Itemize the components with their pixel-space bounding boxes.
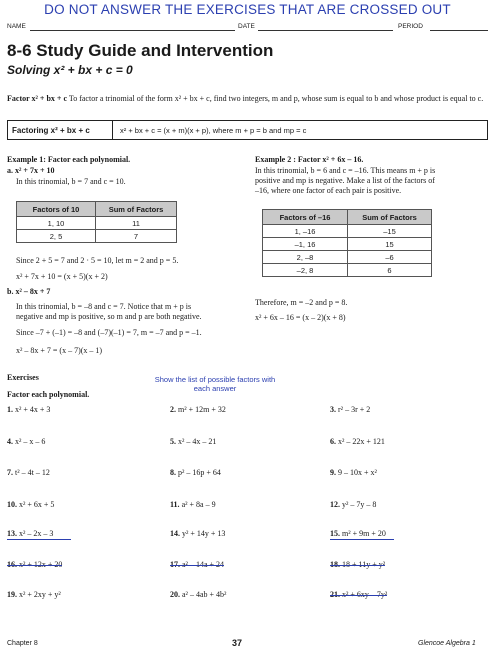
date-line [258, 30, 393, 31]
table-cell: 1, –16 [263, 225, 348, 238]
page-title: 8-6 Study Guide and Intervention [7, 41, 274, 60]
exercise-8: 8. p² – 16p + 64 [170, 468, 221, 477]
example1-b-line1: In this trinomial, b = –8 and c = 7. Notice that m + p is [16, 302, 192, 311]
name-label: NAME [7, 23, 26, 30]
table-row [263, 251, 432, 264]
exercise-17-crossed-out [170, 560, 224, 569]
table-row [263, 238, 432, 251]
table-row [17, 230, 177, 243]
exercise-14: 14. y² + 14y + 13 [170, 529, 226, 538]
example1-part-a: a. x² + 7x + 10 [7, 166, 55, 175]
table-cell: 7 [96, 230, 177, 243]
exercise-4: 4. x² – x – 6 [7, 437, 46, 446]
example2-heading: Example 2 : Factor x² + 6x – 16. [255, 155, 364, 164]
table-row [263, 225, 432, 238]
footer-book-title: Glencoe Algebra 1 [418, 640, 476, 647]
exercise-1: 1. x² + 4x + 3 [7, 405, 51, 414]
strikethrough-mark: 18. 18 + 11y + y² [330, 560, 386, 569]
example1-heading: Example 1: Factor each polynomial. [7, 155, 131, 164]
factoring-rule-box [7, 120, 488, 140]
exercise-9: 9. 9 – 10x + x² [330, 468, 377, 477]
date-label: DATE [238, 23, 255, 30]
table-cell: 2, 5 [17, 230, 96, 243]
exercises-instruction: Factor each polynomial. [7, 390, 90, 399]
exercise-2: 2. m² + 12m + 32 [170, 405, 226, 414]
exercise-3: 3. r² – 3r + 2 [330, 405, 371, 414]
page-subtitle: Solving x² + bx + c = 0 [7, 63, 133, 77]
table-cell: 6 [348, 264, 432, 277]
example2-line1: In this trinomial, b = 6 and c = –16. This means m + p is [255, 166, 436, 175]
exercise-13 [7, 529, 71, 538]
underline-mark: 15. m² + 9m + 20 [330, 529, 394, 540]
period-line [430, 30, 488, 31]
footer-chapter: Chapter 8 [7, 640, 38, 647]
factoring-rule-label: Factoring x² + bx + c [12, 126, 90, 135]
table-header: Sum of Factors [348, 210, 432, 225]
strikethrough-mark: 16. x² + 12x + 20 [7, 560, 63, 569]
example2-line4: Therefore, m = –2 and p = 8. [255, 298, 348, 307]
exercise-10: 10. x² + 6x + 5 [7, 500, 55, 509]
strikethrough-mark: 21. x² + 6xy – 7y² [330, 590, 388, 599]
strikethrough-mark: 17. a² – 14a + 24 [170, 560, 225, 569]
exercise-20: 20. a² – 4ab + 4b² [170, 590, 227, 599]
exercises-heading: Exercises [7, 373, 39, 382]
table-row [17, 217, 177, 230]
example1-b-line2: negative and mp is positive, so m and p are both negative. [16, 312, 202, 321]
exercise-6: 6. x² – 22x + 121 [330, 437, 385, 446]
table-row [263, 264, 432, 277]
table-cell: 1, 10 [17, 217, 96, 230]
exercise-21-crossed-out [330, 590, 387, 599]
example1-factor-table [16, 201, 177, 243]
table-cell: –15 [348, 225, 432, 238]
exercise-7: 7. t² – 4t – 12 [7, 468, 50, 477]
table-cell: 11 [96, 217, 177, 230]
table-cell: –2, 8 [263, 264, 348, 277]
table-cell: 2, –8 [263, 251, 348, 264]
table-header: Factors of –16 [263, 210, 348, 225]
example1-a-line3: x² + 7x + 10 = (x + 5)(x + 2) [16, 272, 108, 281]
example2-factor-table [262, 209, 432, 277]
example2-line2: positive and mp is negative. Make a list of the factors of [255, 176, 435, 185]
exercise-11: 11. a² + 8a – 9 [170, 500, 216, 509]
factoring-rule-divider [112, 121, 113, 139]
exercise-5: 5. x² – 4x – 21 [170, 437, 217, 446]
exercise-12: 12. y² – 7y – 8 [330, 500, 377, 509]
example1-a-line2: Since 2 + 5 = 7 and 2 · 5 = 10, let m = 2 and p = 5. [16, 256, 179, 265]
table-cell: –6 [348, 251, 432, 264]
example1-b-line3: Since –7 + (–1) = –8 and (–7)(–1) = 7, m = –7 and p = –1. [16, 328, 202, 337]
note-line-1: Show the list of possible factors with [154, 375, 276, 384]
exercise-18-crossed-out [330, 560, 385, 569]
handwritten-note [135, 375, 295, 393]
table-header: Factors of 10 [17, 202, 96, 217]
note-line-2: each answer [193, 384, 237, 393]
period-label: PERIOD [398, 23, 423, 30]
table-cell: –1, 16 [263, 238, 348, 251]
example1-a-line1: In this trinomial, b = 7 and c = 10. [16, 177, 126, 186]
example1-b-line4: x² – 8x + 7 = (x – 7)(x – 1) [16, 346, 103, 355]
intro-lead: Factor x² + bx + c [7, 94, 68, 103]
exercise-16-crossed-out [7, 560, 62, 569]
footer-page-number: 37 [232, 638, 243, 648]
underline-mark: 13. x² – 2x – 3 [7, 529, 71, 540]
example2-line5: x² + 6x – 16 = (x – 2)(x + 8) [255, 313, 346, 322]
table-cell: 15 [348, 238, 432, 251]
crossed-out-warning-banner: DO NOT ANSWER THE EXERCISES THAT ARE CROSSED OUT [44, 2, 451, 17]
intro-text: To factor a trinomial of the form x² + bx + c, find two integers, m and p, whose sum is equal to b and whose product is equal to c. [67, 94, 484, 103]
exercise-19: 19. x² + 2xy + y² [7, 590, 61, 599]
example2-line3: –16, where one factor of each pair is positive. [255, 186, 402, 195]
name-line [30, 30, 235, 31]
table-header: Sum of Factors [96, 202, 177, 217]
exercise-15 [330, 529, 394, 538]
intro-paragraph [7, 94, 487, 104]
example1-part-b: b. x² – 8x + 7 [7, 287, 51, 296]
factoring-rule-text: x² + bx + c = (x + m)(x + p), where m + p = b and mp = c [120, 126, 307, 135]
